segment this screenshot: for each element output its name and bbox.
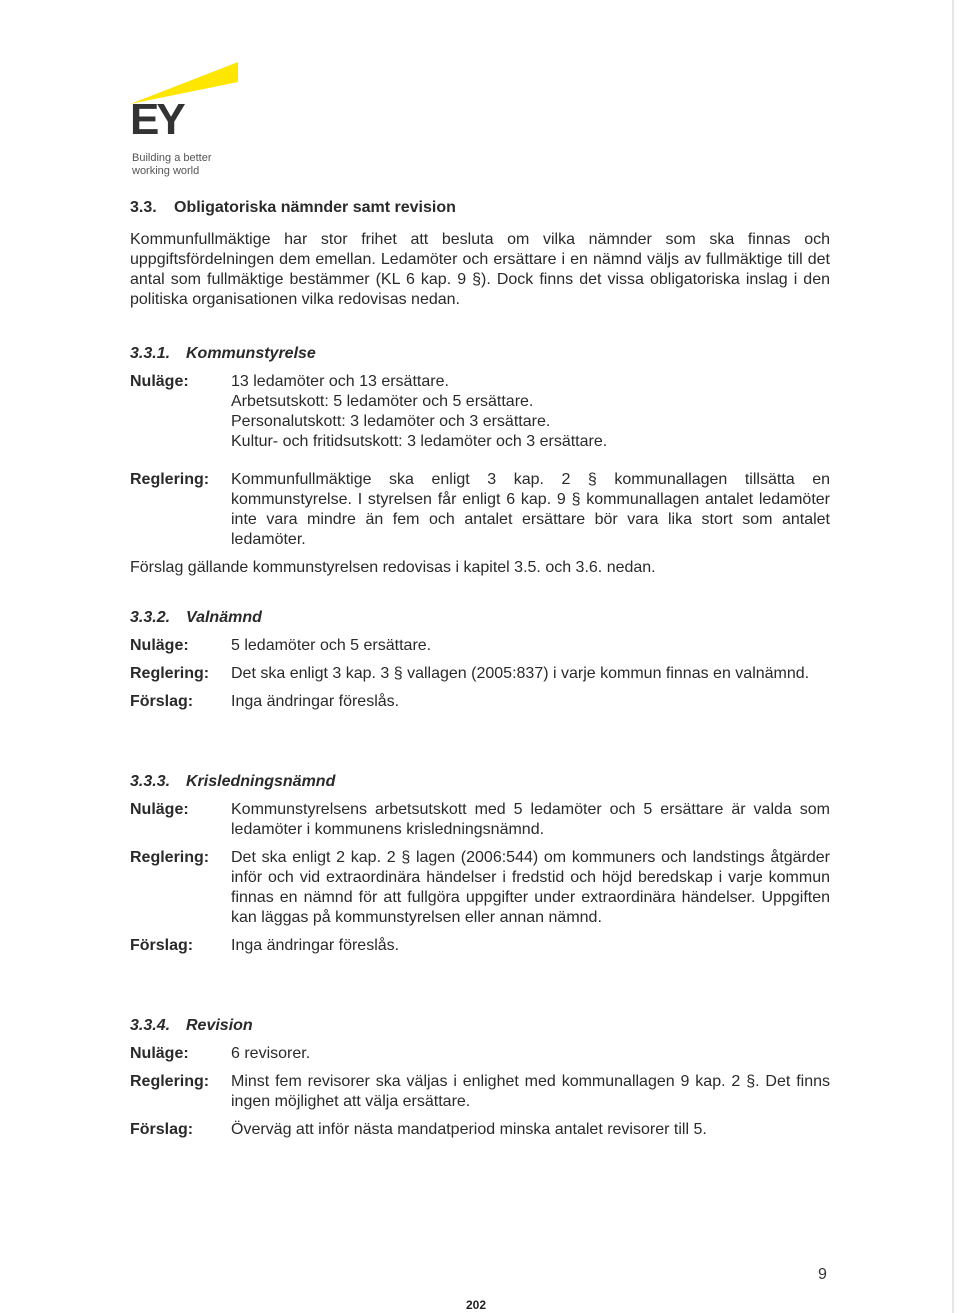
subsection-heading-kommunstyrelse xyxy=(130,344,830,364)
nulage-row xyxy=(130,636,830,656)
ey-logo xyxy=(130,58,250,188)
nulage-label: Nuläge: xyxy=(130,637,189,654)
nulage-row xyxy=(130,1044,830,1064)
nulage-line: 13 ledamöter och 13 ersättare. xyxy=(231,373,449,390)
subsection-number: 3.3.2. xyxy=(130,609,171,626)
nulage-line: Personalutskott: 3 ledamöter och 3 ersättare. xyxy=(231,413,551,430)
subsection-heading-valnamnd xyxy=(130,608,830,628)
reglering-value: Minst fem revisorer ska väljas i enlighet med kommunallagen 9 kap. 2 §. Det finns ingen möjlighet att välja ersättare. xyxy=(231,1073,830,1110)
reglering-label: Reglering: xyxy=(130,665,210,682)
forslag-label: Förslag: xyxy=(130,693,194,710)
subsection-number: 3.3.1. xyxy=(130,345,171,362)
nulage-value xyxy=(231,372,830,452)
forslag-value: Inga ändringar föreslås. xyxy=(231,693,400,710)
reglering-row xyxy=(130,470,830,550)
reglering-value: Det ska enligt 2 kap. 2 § lagen (2006:544) om kommuners och landstings åtgärder inför och vid extraordinära händelser i fredstid och höjd beredskap i varje kommun finnas en nämnd för att fullgöra uppgifter under extraordinära händelser. Uppgiften kan läggas på kommunstyrelsen eller annan nämnd. xyxy=(231,849,830,926)
reglering-row xyxy=(130,664,830,684)
section-number: 3.3. xyxy=(130,199,157,216)
nulage-label: Nuläge: xyxy=(130,801,189,818)
reglering-label: Reglering: xyxy=(130,849,210,866)
nulage-value: Kommunstyrelsens arbetsutskott med 5 ledamöter och 5 ersättare är valda som ledamöter i kommunens krisledningsnämnd. xyxy=(231,801,830,838)
subsection-title: Kommunstyrelse xyxy=(186,345,316,362)
subsection-heading-revision xyxy=(130,1016,830,1036)
subsection-number: 3.3.4. xyxy=(130,1017,171,1034)
nulage-row xyxy=(130,800,830,840)
section-heading xyxy=(130,198,830,218)
reglering-row xyxy=(130,1072,830,1112)
logo-tagline xyxy=(132,152,212,178)
subsection-heading-krisledningsnamnd xyxy=(130,772,830,792)
subsection-number: 3.3.3. xyxy=(130,773,171,790)
forslag-row xyxy=(130,692,830,712)
nulage-row xyxy=(130,372,830,452)
reglering-value: Kommunfullmäktige ska enligt 3 kap. 2 § kommunallagen tillsätta en kommunstyrelse. I styrelsen får enligt 6 kap. 9 § kommunallagen antalet ledamöter inte vara mindre än fem och antalet ersättare bör vara lika stort som antalet ledamöter. xyxy=(231,471,830,548)
logo-tagline-line1: Building a better xyxy=(132,152,212,164)
subsection-title: Krisledningsnämnd xyxy=(186,773,336,790)
logo-mark: EY xyxy=(130,95,183,144)
nulage-line: Arbetsutskott: 5 ledamöter och 5 ersättare. xyxy=(231,393,534,410)
nulage-label: Nuläge: xyxy=(130,373,189,390)
nulage-line: Kultur- och fritidsutskott: 3 ledamöter och 3 ersättare. xyxy=(231,433,608,450)
section-intro: Kommunfullmäktige har stor frihet att besluta om vilka nämnder som ska finnas och uppgiftsfördelningen dem emellan. Ledamöter och ersättare i en nämnd väljs av fullmäktige till det antal som fullmäktige bestämmer (KL 6 kap. 9 §). Dock finns det vissa obligatoriska inslag i den politiska organisationen vilka redovisas nedan. xyxy=(130,231,830,308)
section-title: Obligatoriska nämnder samt revision xyxy=(174,199,456,216)
reglering-row xyxy=(130,848,830,928)
forslag-value: Inga ändringar föreslås. xyxy=(231,937,400,954)
reglering-label: Reglering: xyxy=(130,1073,210,1090)
page-number: 9 xyxy=(818,1266,827,1283)
document-page-number: 202 xyxy=(466,1298,487,1312)
document-body xyxy=(130,198,830,1148)
subsection-title: Revision xyxy=(186,1017,253,1034)
forslag-label: Förslag: xyxy=(130,1121,194,1138)
reglering-label: Reglering: xyxy=(130,471,210,488)
reglering-value: Det ska enligt 3 kap. 3 § vallagen (2005:837) i varje kommun finnas en valnämnd. xyxy=(231,665,810,682)
forslag-value: Överväg att inför nästa mandatperiod minska antalet revisorer till 5. xyxy=(231,1121,707,1138)
forslag-row xyxy=(130,1120,830,1140)
nulage-label: Nuläge: xyxy=(130,1045,189,1062)
subsection-title: Valnämnd xyxy=(186,609,262,626)
logo-tagline-line2: working world xyxy=(132,165,200,177)
kommunstyrelse-note: Förslag gällande kommunstyrelsen redovisas i kapitel 3.5. och 3.6. nedan. xyxy=(130,559,656,576)
nulage-value: 5 ledamöter och 5 ersättare. xyxy=(231,637,432,654)
nulage-value: 6 revisorer. xyxy=(231,1045,311,1062)
page-edge xyxy=(952,0,954,1313)
forslag-label: Förslag: xyxy=(130,937,194,954)
forslag-row xyxy=(130,936,830,956)
